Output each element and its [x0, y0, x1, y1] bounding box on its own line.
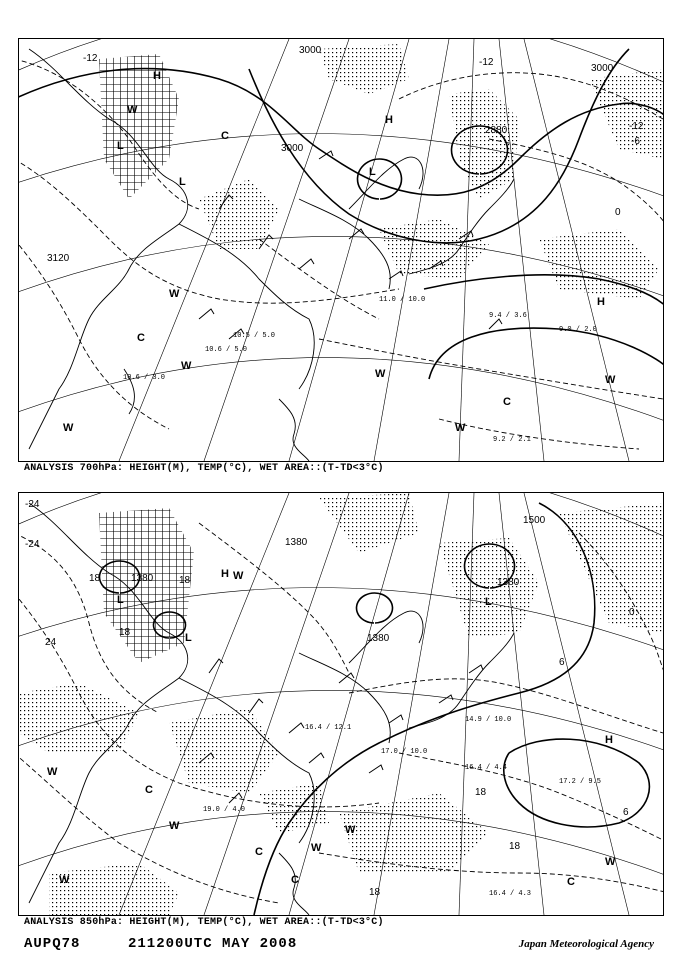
cold-marker: C	[221, 130, 229, 142]
station-value: 19.0 / 4.0	[203, 806, 246, 814]
warm-marker: W	[59, 874, 70, 886]
contour-label: 18	[119, 627, 131, 638]
contour-label: -24	[25, 499, 40, 510]
station-value: 10.6 / 5.0	[205, 346, 248, 354]
map-panel-700hpa	[18, 38, 664, 462]
high-marker: H	[385, 114, 393, 126]
contour-label: 6	[559, 657, 565, 668]
contour-label: 3000	[281, 143, 304, 154]
station-value: 16.4 / 12.1	[305, 724, 352, 732]
high-marker: H	[597, 296, 605, 308]
high-marker: H	[153, 70, 161, 82]
warm-marker: W	[63, 422, 74, 434]
contour-label: 18	[475, 787, 487, 798]
map-850hpa-canvas	[19, 493, 663, 915]
warm-marker: W	[169, 288, 180, 300]
station-value: 9.0 / 2.0	[559, 326, 597, 334]
low-marker: L	[117, 594, 124, 606]
panel-caption-700hpa: ANALYSIS 700hPa: HEIGHT(M), TEMP(°C), WET AREA::(T-TD<3°C)	[24, 463, 384, 474]
map-700hpa-canvas	[19, 39, 663, 461]
contour-label: -12	[629, 121, 644, 132]
cold-marker: C	[291, 874, 299, 886]
contour-label: 18	[509, 841, 521, 852]
warm-marker: W	[455, 422, 466, 434]
chart-id: AUPQ78	[24, 936, 81, 952]
contour-label: 3120	[47, 253, 70, 264]
warm-marker: W	[127, 104, 138, 116]
warm-marker: W	[605, 374, 616, 386]
high-marker: H	[221, 568, 229, 580]
valid-time: 211200UTC MAY 2008	[128, 936, 298, 952]
contour-label: -6	[631, 136, 640, 147]
map-panel-850hpa	[18, 492, 664, 916]
contour-label: 24	[45, 637, 57, 648]
station-value: 17.0 / 10.0	[381, 748, 428, 756]
agency-credit: Japan Meteorological Agency	[518, 938, 654, 950]
contour-label: 18	[89, 573, 101, 584]
contour-label: 1380	[285, 537, 308, 548]
contour-label: -12	[83, 53, 98, 64]
warm-marker: W	[169, 820, 180, 832]
warm-marker: W	[311, 842, 322, 854]
contour-label: 2880	[485, 125, 508, 136]
warm-marker: W	[345, 824, 356, 836]
contour-label: -24	[25, 539, 40, 550]
contour-label: 0	[615, 207, 621, 218]
station-value: 10.5 / 5.0	[233, 332, 276, 340]
low-marker: L	[185, 632, 192, 644]
warm-marker: W	[605, 856, 616, 868]
wet-areas	[19, 493, 663, 915]
cold-marker: C	[567, 876, 575, 888]
station-observations	[123, 296, 597, 444]
high-marker: H	[605, 734, 613, 746]
station-value: 9.2 / 2.1	[493, 436, 531, 444]
station-value: 9.4 / 3.6	[489, 312, 527, 320]
cold-marker: C	[255, 846, 263, 858]
warm-marker: W	[233, 570, 244, 582]
contour-label: 1380	[131, 573, 154, 584]
station-value: 14.9 / 10.0	[465, 716, 512, 724]
wet-areas	[99, 44, 663, 299]
station-value: 10.6 / 3.0	[123, 374, 166, 382]
station-value: 16.4 / 4.3	[489, 890, 532, 898]
contour-label: 1380	[367, 633, 390, 644]
contour-label: 3000	[591, 63, 614, 74]
contour-label: 0	[629, 607, 635, 618]
cold-marker: C	[137, 332, 145, 344]
contour-label: 18	[179, 575, 191, 586]
contour-label: 1380	[497, 577, 520, 588]
contour-label: 3000	[299, 45, 322, 56]
contour-label: 18	[369, 887, 381, 898]
warm-marker: W	[47, 766, 58, 778]
warm-marker: W	[375, 368, 386, 380]
station-value: 11.0 / 10.0	[379, 296, 426, 304]
station-value: 16.4 / 4.4	[465, 764, 508, 772]
low-marker: L	[485, 596, 492, 608]
low-marker: L	[117, 140, 124, 152]
cold-marker: C	[503, 396, 511, 408]
warm-marker: W	[181, 360, 192, 372]
contour-label: 1500	[523, 515, 546, 526]
cold-marker: C	[145, 784, 153, 796]
panel-caption-850hpa: ANALYSIS 850hPa: HEIGHT(M), TEMP(°C), WET AREA::(T-TD<3°C)	[24, 917, 384, 928]
station-value: 17.2 / 9.5	[559, 778, 602, 786]
low-marker: L	[179, 176, 186, 188]
low-marker: L	[369, 166, 376, 178]
contour-label: 6	[623, 807, 629, 818]
contour-label: -12	[479, 57, 494, 68]
